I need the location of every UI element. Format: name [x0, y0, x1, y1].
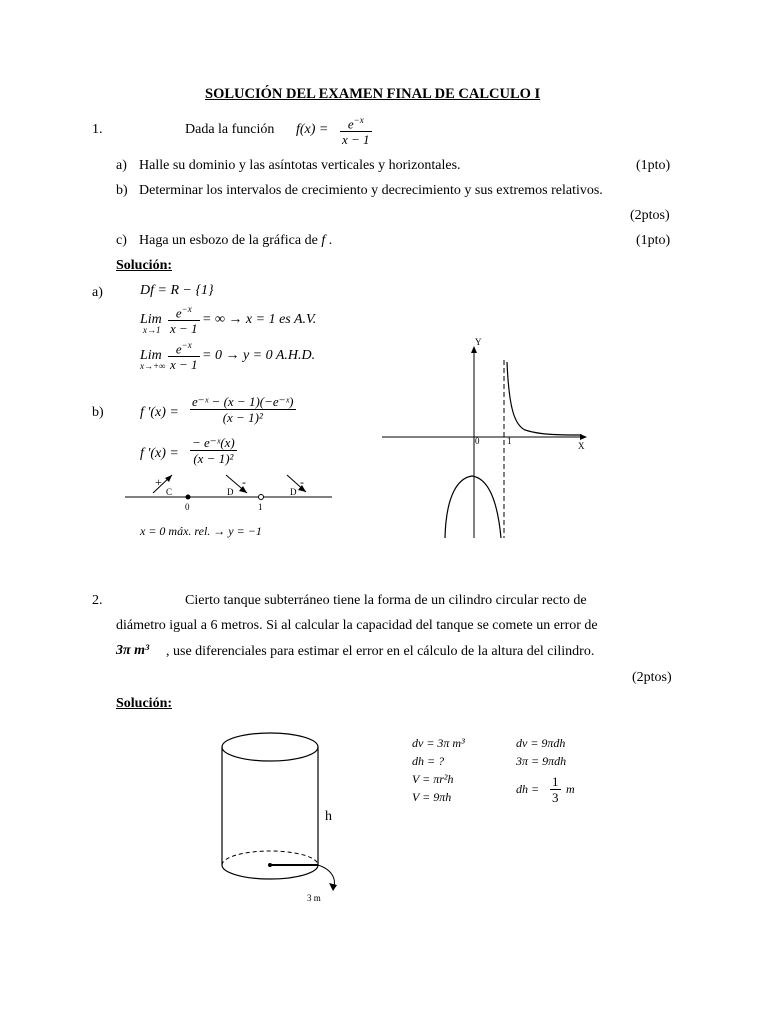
- fx-numerator-exp: −x: [353, 115, 364, 125]
- cylinder-height-label: h: [325, 809, 332, 824]
- sign-tick-0: 0: [185, 502, 190, 512]
- graph-origin-label: 0: [475, 436, 480, 446]
- sign-plus: +: [155, 475, 162, 489]
- solution-1-heading: Solución:: [116, 258, 173, 273]
- sign-c: C: [166, 487, 173, 497]
- derivative-1-fraction: $\frac{\text{e⁻ˣ − (x − 1)(−e⁻ˣ)}}{\text{(x − 1)²}}$: [192, 394, 294, 425]
- derivative-2-lhs: f '(x) =: [140, 446, 179, 461]
- sign-d1: D: [227, 487, 234, 497]
- item-b-label: b): [116, 183, 128, 198]
- problem-2-line2: diámetro igual a 6 metros. Si al calcular la capacidad del tanque se comete un error de: [116, 618, 598, 633]
- problem-1-intro: Dada la función: [185, 122, 275, 137]
- problem-2-line3: , use diferenciales para estimar el error en el cálculo de la altura del cilindro.: [166, 644, 595, 659]
- solution-2-heading: Solución:: [116, 696, 173, 711]
- fx-numerator: e: [347, 116, 354, 132]
- eq-left-2: dh = ?: [412, 754, 445, 768]
- problem-1-function-lhs: f(x) =: [296, 122, 329, 137]
- domain-equation: Df = R − {1}: [140, 283, 214, 298]
- sign-tick-1: 1: [258, 502, 263, 512]
- sign-d1-minus: -: [242, 475, 246, 489]
- limit-1-result: = ∞ → x = 1 es A.V.: [202, 312, 317, 327]
- eq-right-3-unit: m: [566, 782, 575, 796]
- eq-right-3-fraction: $\frac{1}{3}$: [552, 774, 559, 805]
- problem-2-line1: Cierto tanque subterráneo tiene la forma de un cilindro circular recto de: [185, 593, 587, 608]
- problem-2-error-math: 3π m³: [116, 643, 150, 658]
- eq-left-1: dv = 3π m³: [412, 736, 465, 750]
- eq-left-4: V = 9πh: [412, 790, 452, 804]
- item-b-points: (2ptos): [630, 208, 670, 223]
- solution-b-label: b): [92, 405, 104, 420]
- eq-right-3-lhs: dh =: [516, 782, 540, 796]
- problem-1-number: 1.: [92, 122, 103, 137]
- solution-a-label: a): [92, 285, 103, 300]
- limit-2-result: = 0 → y = 0 A.H.D.: [202, 348, 316, 363]
- item-c-points: (1pto): [636, 233, 671, 248]
- problem-1-function-fraction: [340, 113, 372, 147]
- cylinder-radius-label: 3 m: [307, 893, 321, 903]
- item-b-text: Determinar los intervalos de crecimiento y decrecimiento y sus extremos relativos.: [139, 183, 603, 198]
- sign-d2-minus: -: [300, 475, 304, 489]
- problem-2-number: 2.: [92, 593, 103, 608]
- limit-2-fraction: $\frac{e^{-x}}{x - 1}$: [170, 340, 198, 373]
- fx-denominator: x − 1: [342, 132, 370, 148]
- item-c-text: Haga un esbozo de la gráfica de f .: [139, 233, 333, 248]
- derivative-2-fraction: $\frac{\text{− e⁻ˣ(x)}}{\text{(x − 1)²}}$: [192, 435, 235, 466]
- eq-right-2: 3π = 9πdh: [516, 754, 567, 768]
- eq-right-1: dv = 9πdh: [516, 736, 566, 750]
- page-title: SOLUCIÓN DEL EXAMEN FINAL DE CALCULO I: [205, 86, 541, 102]
- graph-y-label: Y: [475, 337, 482, 347]
- limit-1-fraction: $\frac{e^{-x}}{x - 1}$: [170, 304, 198, 337]
- limit-2-sub: x→+∞: [140, 361, 166, 371]
- item-c-label: c): [116, 233, 127, 248]
- limit-1-sub: x→1: [143, 325, 161, 335]
- problem-2-points: (2ptos): [632, 670, 672, 685]
- cylinder-diagram: [215, 730, 355, 905]
- item-a-text: Halle su dominio y las asíntotas verticales y horizontales.: [139, 158, 461, 173]
- graph-x-label: X: [578, 441, 585, 451]
- limit-2-lim: Lim: [140, 348, 162, 363]
- limit-1-lim: Lim: [140, 312, 162, 327]
- item-a-label: a): [116, 158, 127, 173]
- function-graph: [380, 340, 590, 545]
- derivative-1-lhs: f '(x) =: [140, 405, 179, 420]
- graph-one-label: 1: [507, 436, 512, 446]
- extremum-result: x = 0 máx. rel. → y = −1: [140, 524, 262, 538]
- item-a-points: (1pto): [636, 158, 671, 173]
- sign-d2: D: [290, 487, 297, 497]
- eq-left-3: V = πr²h: [412, 772, 454, 786]
